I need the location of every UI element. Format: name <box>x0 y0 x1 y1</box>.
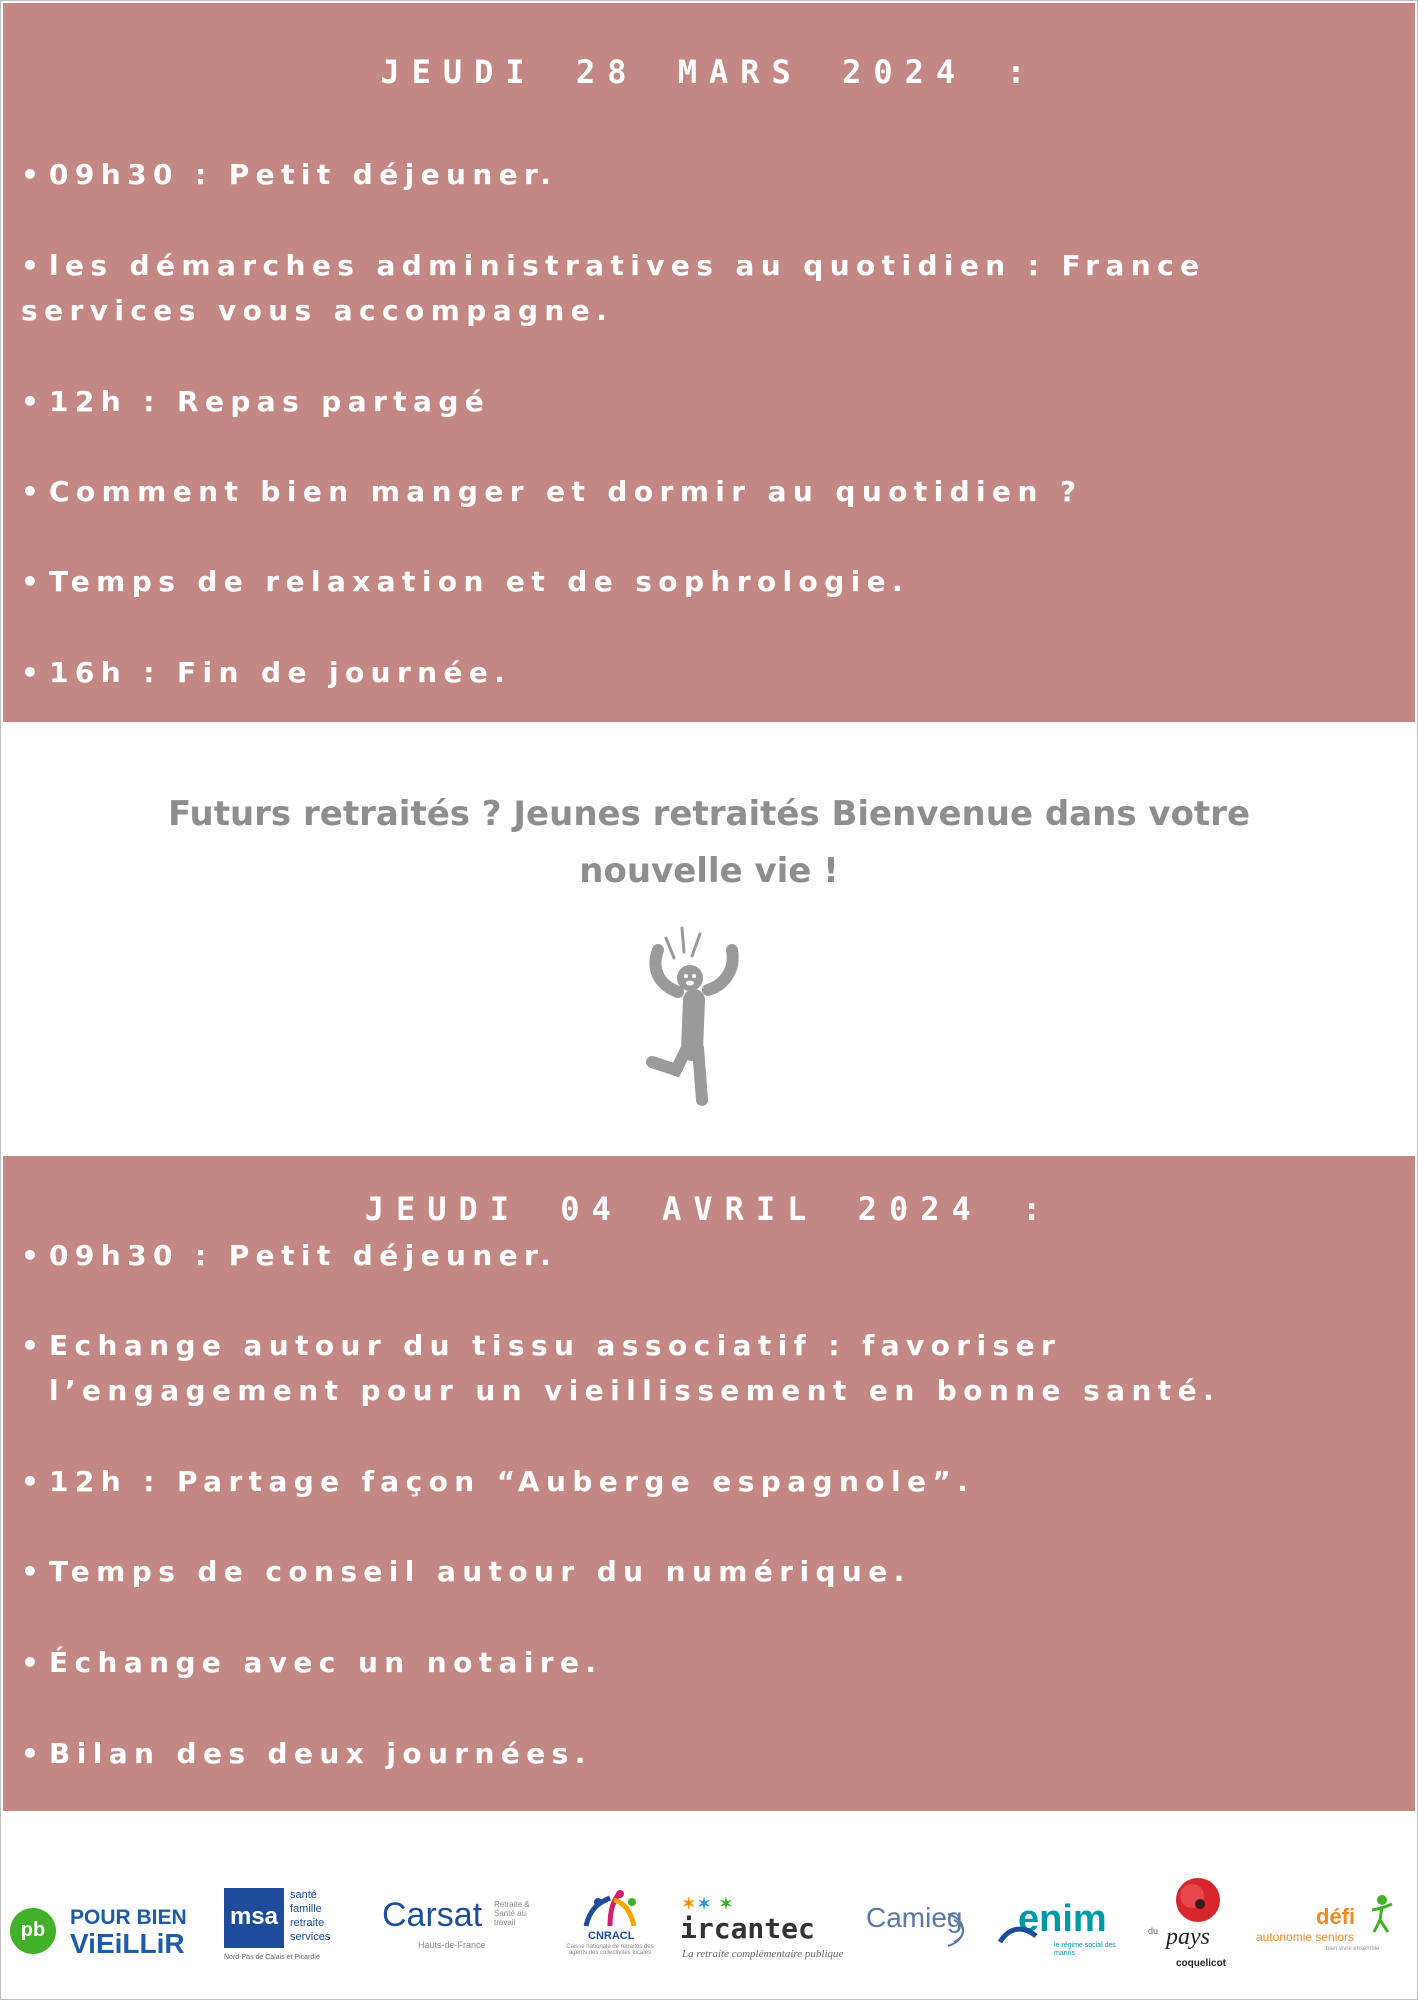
welcome-heading: Futurs retraités ? Jeunes retraités Bienvenue dans votre nouvelle vie ! <box>167 794 1251 891</box>
ircantec-logo: ✶✶ ✶ ircantec La retraite complémentaire publique <box>680 1896 844 1960</box>
day1-item-1: • 09h30 : Petit déjeuner. <box>21 152 1385 197</box>
jumping-person-icon <box>636 920 756 1114</box>
msa-logo: msa santé famille retraite services Nord-Pas de Calais et Picardie <box>224 1889 331 1961</box>
ircantec-figures-icon: ✶✶ ✶ <box>682 1896 735 1913</box>
bullet-icon: • <box>21 1239 46 1272</box>
enim-logo: enim le régime social des marins <box>998 1898 1126 1958</box>
program-day1-panel <box>3 3 1415 722</box>
bullet-icon: • <box>21 565 46 598</box>
day2-item-6: • Bilan des deux journées. <box>21 1731 1385 1776</box>
carsat-logo: Carsat Retraite & Santé au travail Hauts-de-France <box>382 1896 530 1950</box>
bullet-icon: • <box>21 385 46 418</box>
active-senior-icon <box>1366 1894 1396 1934</box>
day2-item-4: • Temps de conseil autour du numérique. <box>21 1549 1385 1594</box>
bullet-icon: • <box>21 158 46 191</box>
camieg-wave-icon <box>944 1910 974 1950</box>
bullet-icon: • <box>21 475 46 508</box>
pour-bien-vieillir-logo: pb POUR BIEN ViEiLLiR <box>10 1900 205 1960</box>
day1-item-6: • 16h : Fin de journée. <box>21 650 1385 695</box>
bullet-icon: • <box>21 1555 46 1588</box>
day1-item-5: • Temps de relaxation et de sophrologie. <box>21 559 1385 604</box>
day2-item-1: • 09h30 : Petit déjeuner. <box>21 1233 1385 1278</box>
day1-item-2: • les démarches administratives au quotidien : France services vous accompagne. <box>21 243 1385 333</box>
day2-item-3: • 12h : Partage façon “Auberge espagnole”. <box>21 1459 1385 1504</box>
enim-wave-icon <box>998 1924 1038 1946</box>
pays-coquelicot-logo: du pays coquelicot <box>1146 1876 1246 1976</box>
day2-title: JEUDI 04 AVRIL 2024 : <box>364 1190 1054 1228</box>
day1-item-3: • 12h : Repas partagé <box>21 379 1385 424</box>
defi-autonomie-seniors-logo: défi autonomie seniors bien vivre ensemble <box>1256 1894 1406 1964</box>
day1-item-4: • Comment bien manger et dormir au quotidien ? <box>21 469 1385 514</box>
bullet-icon: • <box>21 249 46 282</box>
cnracl-figures-icon <box>576 1888 646 1928</box>
program-day2-panel <box>3 1156 1415 1811</box>
partner-logos <box>0 1880 1418 1980</box>
day1-title: JEUDI 28 MARS 2024 : <box>380 53 1038 91</box>
bullet-icon: • <box>21 656 46 689</box>
cnracl-logo: CNRACL Caisse nationale de retraites des agents des collectivités locales <box>566 1888 654 1968</box>
camieg-logo: Camieg <box>866 1902 976 1962</box>
bullet-icon: • <box>21 1329 46 1362</box>
bullet-icon: • <box>21 1737 46 1770</box>
bullet-icon: • <box>21 1646 46 1679</box>
bullet-icon: • <box>21 1465 46 1498</box>
day2-item-5: • Échange avec un notaire. <box>21 1640 1385 1685</box>
day2-item-2: • Echange autour du tissu associatif : favoriser l’engagement pour un vieillissement en bonne santé. <box>21 1323 1385 1413</box>
